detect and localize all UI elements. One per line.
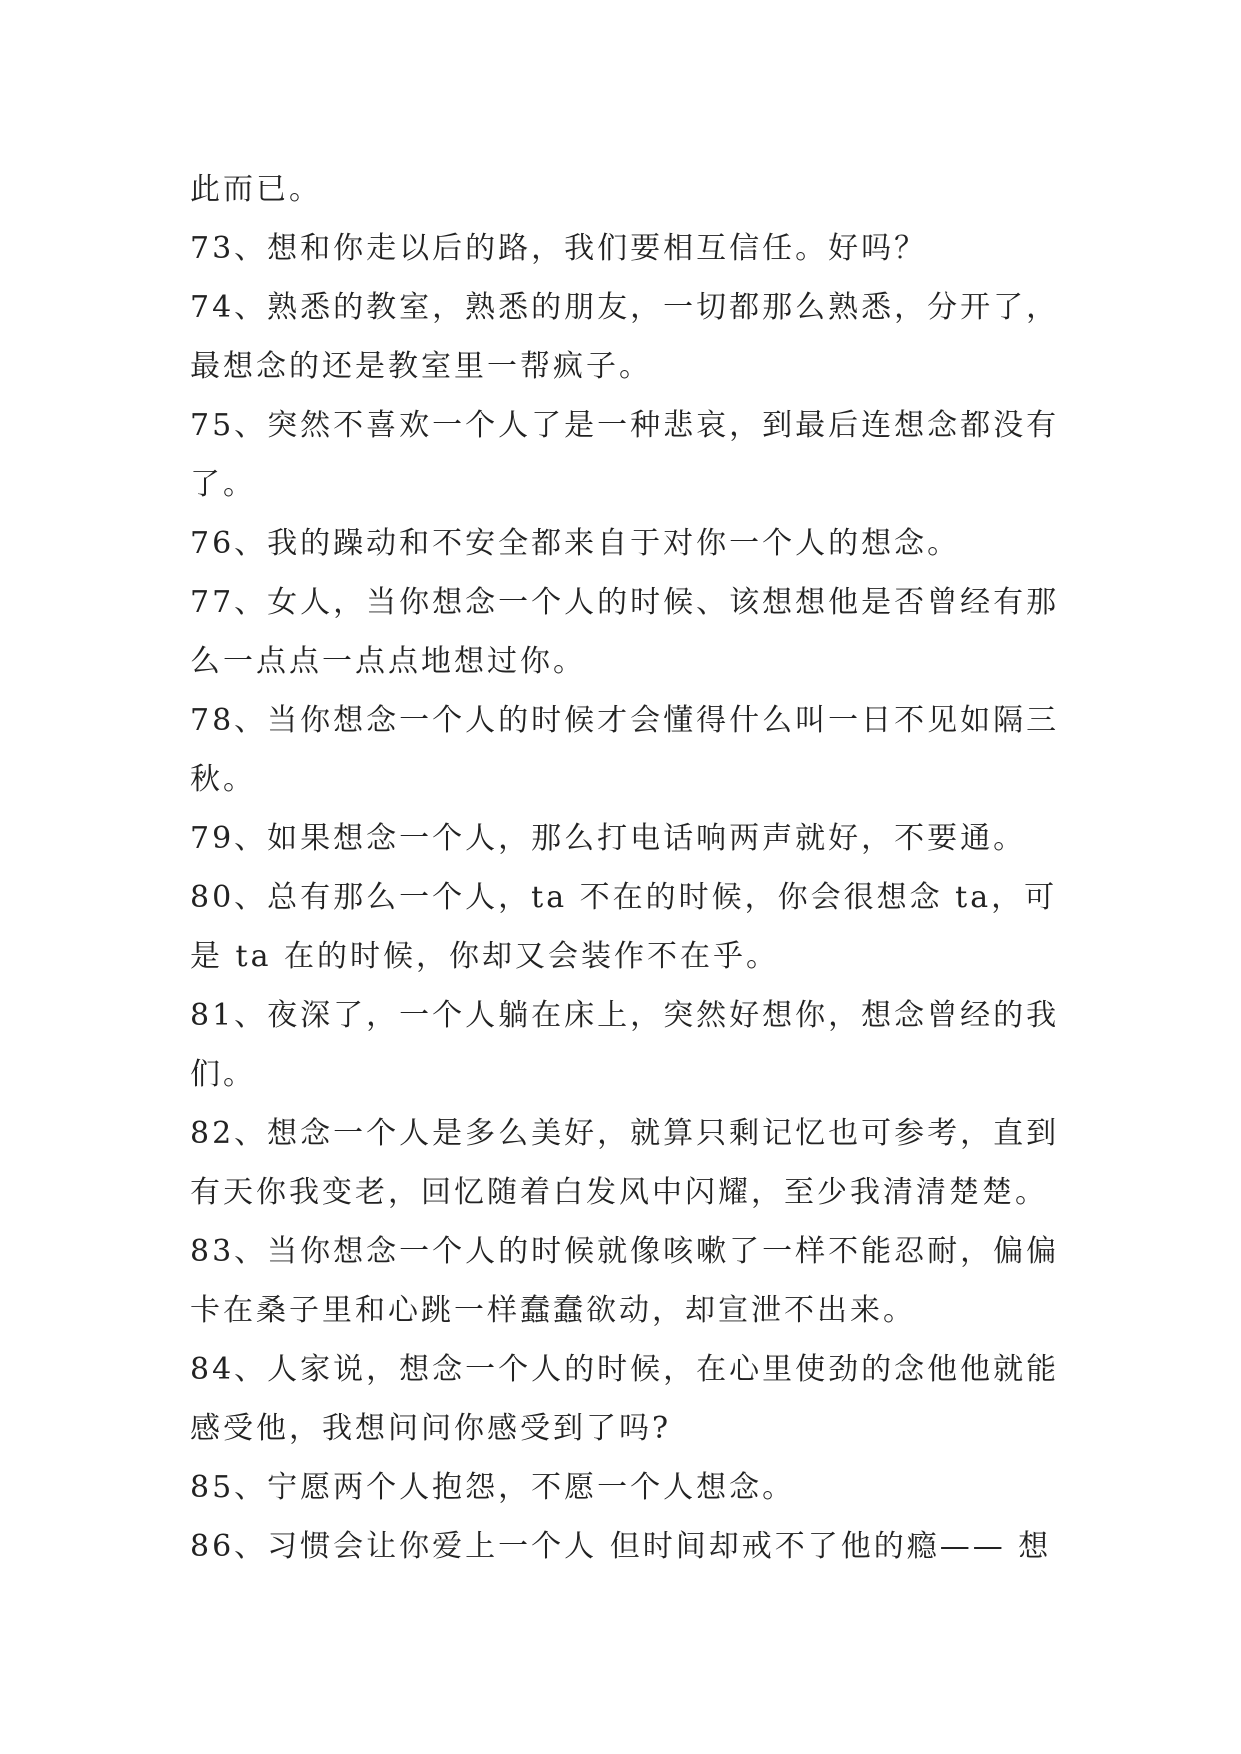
text-line: 83、当你想念一个人的时候就像咳嗽了一样不能忍耐，偏偏 (190, 1234, 1060, 1269)
text-line: 秋。 (190, 762, 256, 797)
text-line: 75、突然不喜欢一个人了是一种悲哀，到最后连想念都没有 (190, 408, 1060, 443)
text-line: 85、宁愿两个人抱怨，不愿一个人想念。 (190, 1470, 796, 1505)
text-line: 81、夜深了，一个人躺在床上，突然好想你，想念曾经的我 (190, 998, 1060, 1033)
text-line: 此而已。 (190, 172, 322, 207)
text-line: 84、人家说，想念一个人的时候，在心里使劲的念他他就能 (190, 1352, 1060, 1387)
text-line: 82、想念一个人是多么美好，就算只剩记忆也可参考，直到 (190, 1116, 1060, 1151)
text-line: 么一点点一点点地想过你。 (190, 644, 586, 679)
text-line: 76、我的躁动和不安全都来自于对你一个人的想念。 (190, 526, 961, 561)
text-line: 74、熟悉的教室，熟悉的朋友，一切都那么熟悉，分开了， (190, 290, 1060, 325)
text-line: 86、习惯会让你爱上一个人 但时间却戒不了他的瘾—— 想 (190, 1529, 1052, 1564)
text-line: 80、总有那么一个人，ta 不在的时候，你会很想念 ta，可 (190, 880, 1058, 915)
text-line: 73、想和你走以后的路，我们要相互信任。好吗？ (190, 231, 928, 266)
text-line: 卡在桑子里和心跳一样蠢蠢欲动，却宣泄不出来。 (190, 1293, 916, 1328)
text-line: 79、如果想念一个人，那么打电话响两声就好，不要通。 (190, 821, 1027, 856)
text-line: 有天你我变老，回忆随着白发风中闪耀，至少我清清楚楚。 (190, 1175, 1048, 1210)
text-line: 们。 (190, 1057, 256, 1092)
text-line: 最想念的还是教室里一帮疯子。 (190, 349, 652, 384)
text-line: 77、女人，当你想念一个人的时候、该想想他是否曾经有那 (190, 585, 1060, 620)
document-body (190, 160, 1090, 1576)
text-line: 是 ta 在的时候，你却又会装作不在乎。 (190, 939, 780, 974)
text-line: 78、当你想念一个人的时候才会懂得什么叫一日不见如隔三 (190, 703, 1060, 738)
text-line: 了。 (190, 467, 256, 502)
text-line: 感受他，我想问问你感受到了吗? (190, 1411, 672, 1446)
